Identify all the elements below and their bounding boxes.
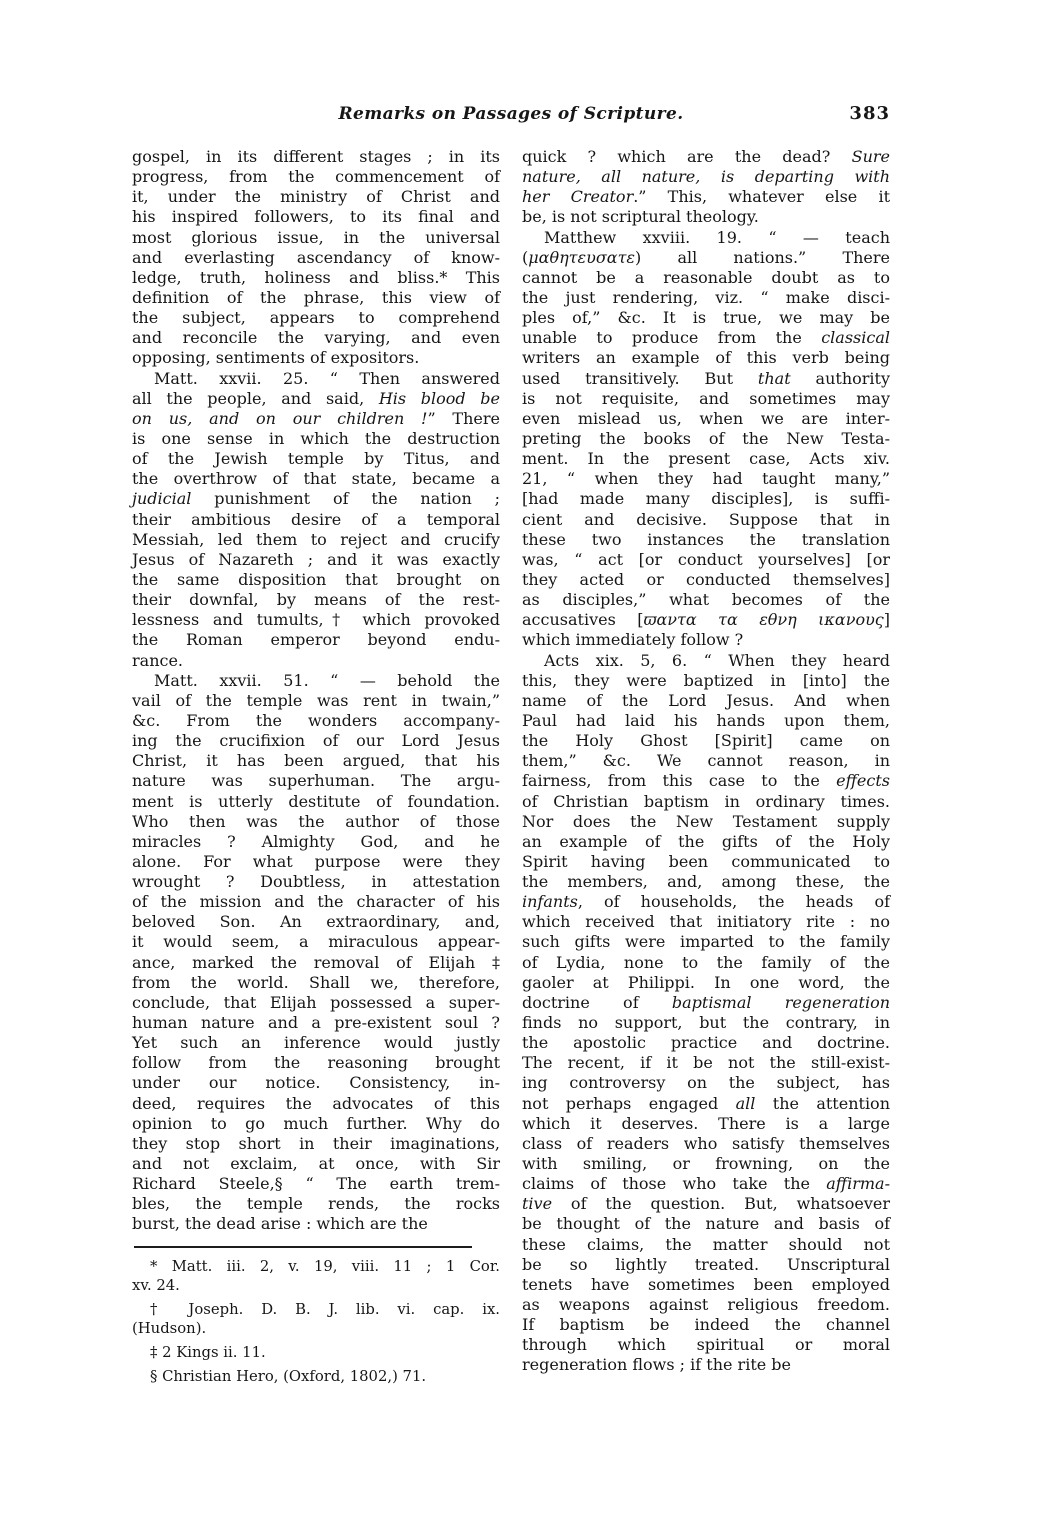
- text-line: Matthew xxviii. 19. “ — teach: [544, 227, 890, 247]
- text-line: definition of the phrase, this view of: [132, 287, 500, 307]
- text-line: such gifts were imparted to the family: [522, 932, 890, 952]
- text-line: fairness, from this case to the effects: [522, 771, 890, 791]
- running-title: Remarks on Passages of Scripture.: [338, 104, 684, 124]
- text-line: tive of the question. But, whatsoever: [522, 1194, 890, 1214]
- text-line: gaoler at Philippi. In one word, the: [522, 972, 890, 992]
- text-line: of Lydia, none to the family of the: [522, 952, 890, 972]
- text-line: the Holy Ghost [Spirit] came on: [522, 731, 890, 751]
- right-column-text: [522, 147, 890, 1376]
- text-line: be so lightly treated. Unscriptural: [522, 1254, 890, 1274]
- text-line: which immediately follow ?: [522, 630, 744, 650]
- text-line: Messiah, led them to reject and crucify: [132, 529, 500, 549]
- text-line: ing the crucifixion of our Lord Jesus: [132, 731, 500, 751]
- footnote: [132, 1300, 500, 1339]
- text-line: The recent, if it be not the still-exist-: [522, 1053, 890, 1073]
- text-line: xv. 24.: [132, 1277, 180, 1295]
- text-line: progress, from the commencement of: [132, 167, 500, 187]
- text-line: of the mission and the character of his: [132, 892, 500, 912]
- text-line: claims of those who take the affirma-: [522, 1174, 890, 1194]
- text-line: Spirit having been communicated to: [522, 851, 890, 871]
- text-line: this, they were baptized in [into] the: [522, 670, 890, 690]
- text-line: cannot be a reasonable doubt as to: [522, 267, 890, 287]
- text-line: and reconcile the varying, and even: [132, 328, 500, 348]
- text-line: even mislead us, when we are inter-: [522, 408, 890, 428]
- text-line: all the people, and said, His blood be: [132, 388, 501, 408]
- text-line: preting the books of the New Testa-: [522, 428, 890, 448]
- text-line: Christ, it has been argued, that his: [132, 751, 500, 771]
- text-line: ment. In the present case, Acts xiv.: [522, 449, 890, 469]
- text-line: was, “ act [or conduct yourselves] [or: [522, 549, 890, 569]
- page-number: 383: [849, 103, 890, 124]
- text-line: opinion to go much further. Why do: [132, 1113, 500, 1133]
- text-line: they stop short in their imaginations,: [132, 1133, 500, 1153]
- text-line: ment is utterly destitute of foundation.: [132, 791, 500, 811]
- text-line: his inspired followers, to its final and: [132, 207, 500, 227]
- paragraph: [132, 671, 500, 1235]
- footnote-rule: [134, 1246, 472, 1248]
- text-line: Nor does the New Testament supply: [522, 811, 890, 831]
- text-line: opposing, sentiments of expositors.: [132, 348, 420, 368]
- text-line: follow from the reasoning brought: [132, 1053, 500, 1073]
- text-line: of the Jewish temple by Titus, and: [132, 449, 500, 469]
- text-line: Matt. xxvii. 25. “ Then answered: [154, 368, 500, 388]
- text-line: as weapons against religious freedom.: [522, 1295, 890, 1315]
- text-line: as disciples,” what becomes of the: [522, 590, 890, 610]
- text-line: and everlasting ascendancy of know-: [132, 247, 500, 267]
- footnote: [132, 1343, 500, 1363]
- text-line: used transitively. But that authority: [522, 368, 890, 388]
- text-line: be, is not scriptural theology.: [522, 207, 759, 227]
- text-line: of Christian baptism in ordinary times.: [522, 791, 890, 811]
- text-line: the overthrow of that state, became a: [132, 469, 500, 489]
- text-line: accusatives [ϖαντα τα εθνη ικανους]: [522, 610, 891, 630]
- text-line: the Roman emperor beyond endu-: [132, 630, 500, 650]
- paragraph: [132, 369, 500, 671]
- text-line: If baptism be indeed the channel: [522, 1315, 890, 1335]
- right-column: [522, 147, 890, 1376]
- text-line: them,” &c. We cannot reason, in: [522, 751, 890, 771]
- text-line: the just rendering, viz. “ make disci-: [522, 287, 890, 307]
- text-line: Matt. xxvii. 51. “ — behold the: [154, 670, 500, 690]
- text-line: it, under the ministry of Christ and: [132, 187, 500, 207]
- text-line: from the world. Shall we, therefore,: [132, 972, 500, 992]
- text-line: ing controversy on the subject, has: [522, 1073, 890, 1093]
- text-line: the subject, appears to comprehend: [132, 308, 500, 328]
- text-line: regeneration flows ; if the rite be: [522, 1355, 792, 1375]
- text-line: most glorious issue, in the universal: [132, 227, 500, 247]
- text-line: tenets have sometimes been employed: [522, 1274, 890, 1294]
- text-line: nature was superhuman. The argu-: [132, 771, 500, 791]
- text-line: is not requisite, and sometimes may: [522, 388, 890, 408]
- text-line: ‡ 2 Kings ii. 11.: [150, 1343, 266, 1361]
- text-line: their ambitious desire of a temporal: [132, 509, 500, 529]
- text-line: miracles ? Almighty God, and he: [132, 831, 500, 851]
- text-line: is one sense in which the destruction: [132, 428, 500, 448]
- text-line: conclude, that Elijah possessed a super-: [132, 992, 500, 1012]
- text-line: Who then was the author of those: [132, 811, 500, 831]
- text-line: (μαθητευσατε) all nations.” There: [522, 247, 890, 267]
- text-line: quick ? which are the dead? Sure: [522, 147, 890, 166]
- left-column-text: [132, 147, 500, 1235]
- text-line: an example of the gifts of the Holy: [522, 831, 890, 851]
- text-line: it would seem, a miraculous appear-: [132, 932, 500, 952]
- footnotes: [132, 1257, 500, 1387]
- page-header: [132, 104, 890, 130]
- text-line: be thought of the nature and basis of: [522, 1214, 890, 1234]
- paragraph: [522, 228, 890, 651]
- text-line: the members, and, among these, the: [522, 872, 890, 892]
- text-line: ples of,” &c. It is true, we may be: [522, 308, 890, 328]
- text-line: doctrine of baptismal regeneration: [522, 992, 891, 1012]
- text-line: Jesus of Nazareth ; and it was exactly: [132, 549, 500, 569]
- text-line: judicial punishment of the nation ;: [132, 489, 500, 509]
- text-line: Paul had laid his hands upon them,: [522, 710, 890, 730]
- text-line: nature, all nature, is departing with: [522, 167, 890, 187]
- text-line: bles, the temple rends, the rocks: [132, 1194, 500, 1214]
- text-line: the apostolic practice and doctrine.: [522, 1033, 890, 1053]
- text-line: her Creator.” This, whatever else it: [522, 187, 890, 207]
- text-line: (Hudson).: [132, 1320, 207, 1338]
- text-line: [had made many disciples], is suffi-: [522, 489, 890, 509]
- text-line: burst, the dead arise : which are the: [132, 1214, 428, 1234]
- text-line: Acts xix. 5, 6. “ When they heard: [544, 650, 890, 670]
- text-line: 21, “ when they had taught many,”: [522, 469, 890, 489]
- text-line: these claims, the matter should not: [522, 1234, 890, 1254]
- text-line: with smiling, or frowning, on the: [522, 1154, 890, 1174]
- text-line: writers an example of this verb being: [522, 348, 890, 368]
- text-line: unable to produce from the classical: [522, 328, 890, 348]
- text-line: the same disposition that brought on: [132, 569, 500, 589]
- text-line: alone. For what purpose were they: [132, 851, 500, 871]
- text-line: beloved Son. An extraordinary, and,: [132, 912, 500, 932]
- text-line: human nature and a pre-existent soul ?: [132, 1013, 500, 1033]
- footnote: [132, 1367, 500, 1387]
- paragraph: [522, 651, 890, 1376]
- text-line: which it deserves. There is a large: [522, 1113, 890, 1133]
- text-line: † Joseph. D. B. J. lib. vi. cap. ix.: [150, 1300, 500, 1318]
- text-line: deed, requires the advocates of this: [132, 1093, 500, 1113]
- text-line: infants, of households, the heads of: [522, 892, 890, 912]
- paragraph: [522, 147, 890, 228]
- text-line: on us, and on our children !” There: [132, 408, 500, 428]
- text-line: not perhaps engaged all the attention: [522, 1093, 890, 1113]
- footnote: [132, 1257, 500, 1296]
- two-column-body: [132, 147, 890, 1386]
- text-line: through which spiritual or moral: [522, 1335, 890, 1355]
- text-line: § Christian Hero, (Oxford, 1802,) 71.: [150, 1367, 427, 1385]
- text-line: wrought ? Doubtless, in attestation: [132, 872, 500, 892]
- text-line: class of readers who satisfy themselves: [522, 1133, 890, 1153]
- text-line: &c. From the wonders accompany-: [132, 710, 500, 730]
- text-line: finds no support, but the contrary, in: [522, 1013, 890, 1033]
- text-line: and not exclaim, at once, with Sir: [132, 1154, 500, 1174]
- left-column: [132, 147, 500, 1386]
- text-line: under our notice. Consistency, in-: [132, 1073, 500, 1093]
- text-line: vail of the temple was rent in twain,”: [132, 690, 500, 710]
- paragraph: [132, 147, 500, 369]
- text-line: rance.: [132, 650, 184, 670]
- text-line: gospel, in its different stages ; in its: [132, 147, 500, 166]
- text-line: they acted or conducted themselves]: [522, 569, 890, 589]
- text-line: name of the Lord Jesus. And when: [522, 690, 890, 710]
- text-line: which received that initiatory rite : no: [522, 912, 890, 932]
- text-line: cient and decisive. Suppose that in: [522, 509, 890, 529]
- text-line: their downfal, by means of the rest-: [132, 590, 500, 610]
- text-line: these two instances the translation: [522, 529, 890, 549]
- text-line: * Matt. iii. 2, v. 19, viii. 11 ; 1 Cor.: [150, 1257, 500, 1275]
- text-line: ance, marked the removal of Elijah ‡: [132, 952, 500, 972]
- text-line: Richard Steele,§ “ The earth trem-: [132, 1174, 500, 1194]
- text-line: lessness and tumults,† which provoked: [132, 610, 500, 630]
- text-line: Yet such an inference would justly: [132, 1033, 500, 1053]
- text-line: ledge, truth, holiness and bliss.* This: [132, 267, 500, 287]
